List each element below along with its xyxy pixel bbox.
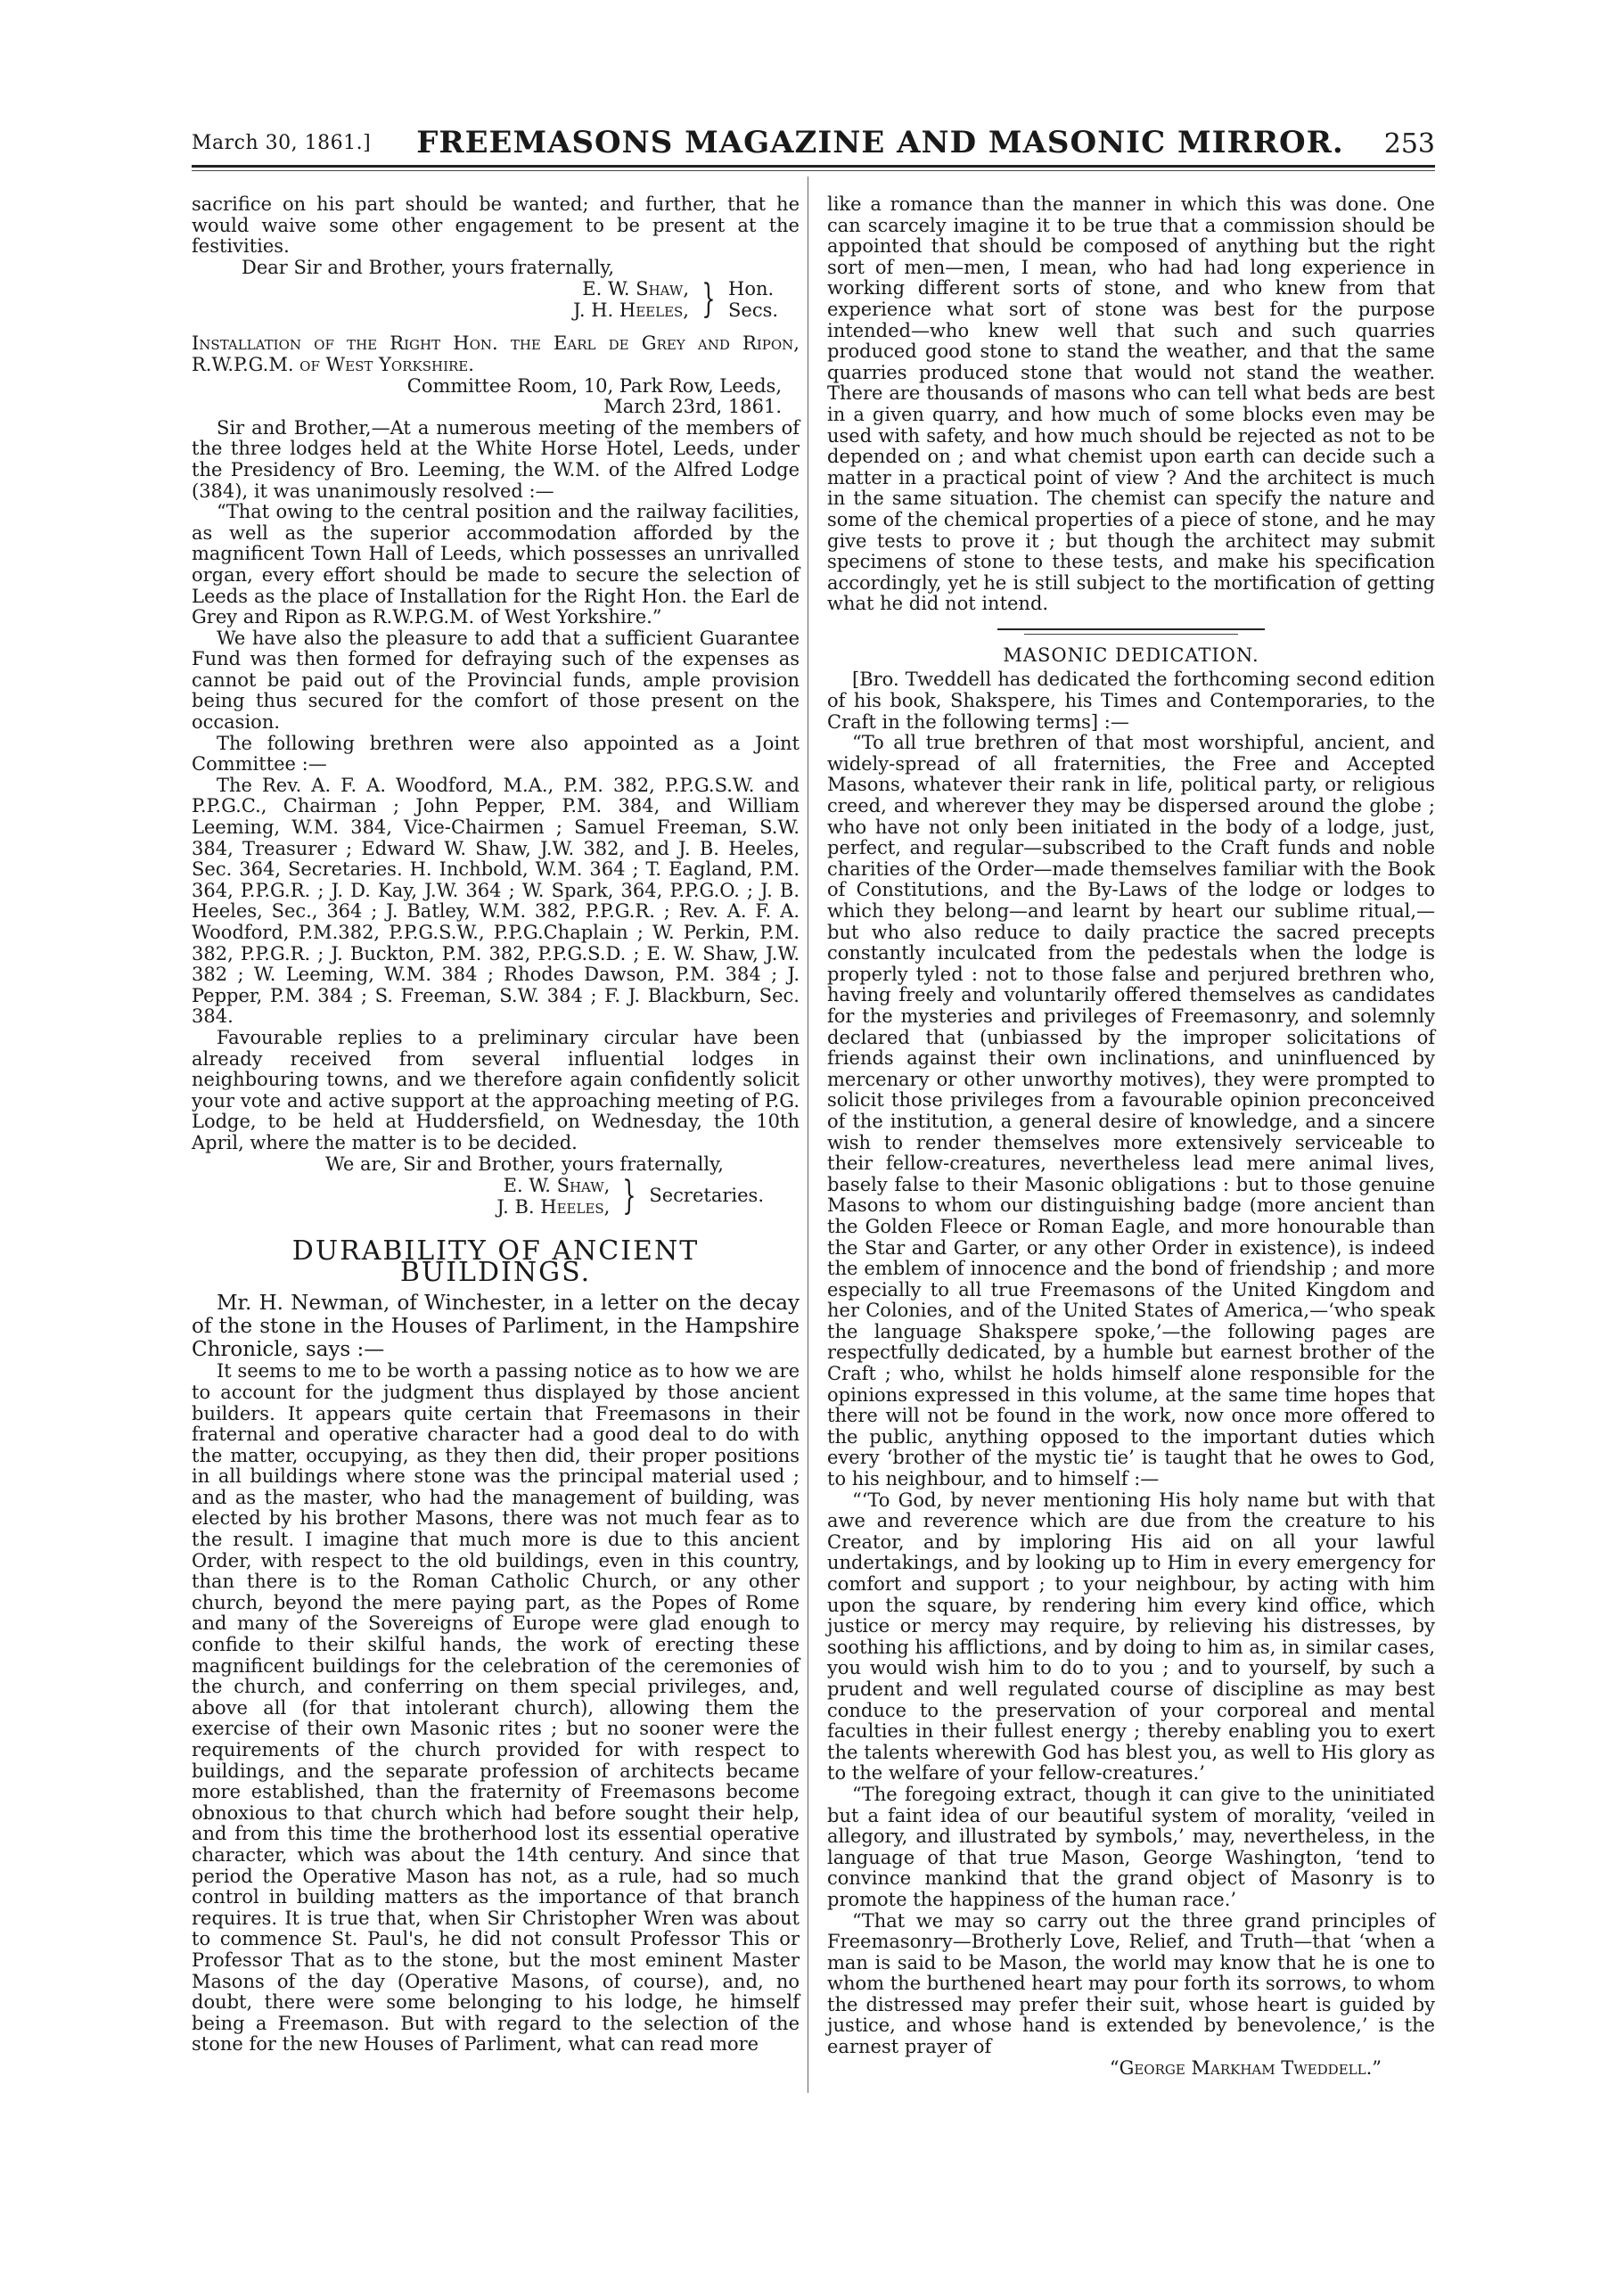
header-rule [192, 165, 1435, 168]
left-column [192, 194, 800, 2056]
signatory-role: Hon. [728, 278, 775, 300]
address-date: March 23rd, 1861. [603, 396, 782, 418]
section-divider [997, 626, 1265, 638]
paragraph: We have also the pleasure to add that a sufficient Guarantee Fund was then formed for defraying such of the expenses as cannot be paid out of the Provincial funds, ample provision being thus secured for the comfort of those present on the occasion. [192, 627, 800, 734]
continued-paragraph: sacrifice on his part should be wanted; and further, that he would waive some other engagement to be present at the festivities. [192, 193, 800, 258]
article-lead: Mr. H. Newman, of Winchester, in a letter on the decay of the stone in the Houses of Parliment, in the Hampshire Chronicle, says :— [192, 1292, 800, 1362]
signatory-role: Secs. [728, 300, 779, 322]
header-rule-thin [192, 170, 1435, 171]
brace-glyph: } [701, 276, 716, 323]
editorial-note: [Bro. Tweddell has dedicated the forthcoming second edition of his book, Shakspere, his Times and Contemporaries, to the Craft in the following terms] :— [827, 669, 1435, 733]
dedication-text: “That we may so carry out the three grand principles of Freemasonry—Brotherly Love, Relief, and Truth—that ‘when a man is said to be Mason, the world may know that he is one to whom the burthened heart may pour forth its sorrows, to whom the distressed may prefer their suit, whose heart is guided by justice, and whose hand is extended by benevolence,’ is the earnest prayer of [827, 1909, 1435, 2058]
address-line: Committee Room, 10, Park Row, Leeds, [406, 374, 782, 397]
dedication-text: “The foregoing extract, though it can give to the uninitiated but a faint idea of our beautiful system of morality, ‘veiled in allegory, and illustrated by symbols,’ may, nevertheless, in the language of that true Mason, George Washington, ‘tend to convince mankind that the grand object of Masonry is to promote the happiness of the human race.’ [827, 1783, 1435, 1910]
installation-notice [192, 333, 800, 417]
magazine-title: FREEMASONS MAGAZINE AND MASONIC MIRROR. [416, 125, 1344, 160]
letter-closing: Dear Sir and Brother, yours fraternally, [242, 256, 615, 278]
dedication-signature: “George Markham Tweddell.” [1109, 2056, 1382, 2079]
dedication-text: “‘To God, by never mentioning His holy name but with that awe and reverence which are due from the creature to his Creator, and by imploring His aid on all your lawful undertakings, and by looking up to Him in every emergency for comfort and support ; to your neighbour, by acting with him upon the square, by rendering him every kind office, which justice or mercy may require, by relieving his distresses, by soothing his afflictions, and by doing to him as, in similar cases, you would wish him to do to you ; and to yourself, by such a prudent and well regulated course of discipline as may best conduce to the preservation of your corporeal and mental faculties in their fullest energy ; thereby enabling you to exert the talents wherewith God has blest you, as well to His glory as to the welfare of your fellow-creatures.’ [827, 1489, 1435, 1785]
resolution-quote: “That owing to the central position and the railway facilities, as well as the superior accommodation afforded by the magnificent Town Hall of Leeds, which possesses an unrivalled organ, every effort should be made to secure the selection of Leeds as the place of Installation for the Right Hon. the Earl de Grey and Ripon as R.W.P.G.M. of West Yorkshire.” [192, 501, 800, 628]
continued-paragraph: like a romance than the manner in which this was done. One can scarcely imagine it to be true that a commission should be appointed that should be composed of anything but the right sort of men—men, I mean, who had had long experience in working different sorts of stone, and who knew from that experience what sort of stone was best for the purpose intended—who knew well that such and such quarries produced good stone to stand the weather, and that the same quarries produced stone that would not stand the weather. There are thousands of masons who can tell what beds are best in a given quarry, and how much of some blocks even may be used with safety, and how much should be rejected as not to be depended on ; and what chemist upon earth can decide such a matter in a practical point of view ? And the architect is much in the same situation. The chemist can specify the nature and some of the chemical properties of a piece of stone, and he may give tests to prove it ; but though the architect may submit specimens of stone to these tests, and make his specification accordingly, yet he is still subject to the mortification of getting what he did not intend. [827, 193, 1435, 615]
page-number: 253 [1383, 128, 1435, 160]
signatory-role: Secretaries. [649, 1185, 764, 1207]
article-heading: MASONIC DEDICATION. [1003, 644, 1259, 666]
article-body: It seems to me to be worth a passing notice as to how we are to account for the judgment thus displayed by those ancient builders. It appears quite certain that Freemasons in their fraternal and operative character had a good deal to do with the matter, occupying, as they then did, their proper positions in all buildings where stone was the principal material used ; and as the master, who had the management of building, was elected by his brother Masons, there was not much fear as to the result. I imagine that much more is due to this ancient Order, with respect to the old buildings, even in this country, than there is to the Roman Catholic Church, or any other church, beyond the mere paying part, as the Popes of Rome and many of the Sovereigns of Europe were glad enough to confide to their skilful hands, the work of erecting these magnificent buildings for the celebration of the ceremonies of the church, and conferring on them special privileges, and, above all (for that intolerant church), allowing them the exercise of their own Masonic rites ; but no sooner were the requirements of the church provided for with respect to buildings, and the separate profession of architects became more established, than the fraternity of Freemasons become obnoxious to that church which had before sought their help, and from this time the brotherhood lost its essential operative character, which was about the 14th century. And since that period the Operative Mason has not, as a rule, had so much control in building matters as the importance of that branch requires. It is true that, when Sir Christopher Wren was about to commence St. Paul's, he did not consult Professor This or Professor That as to the stone, but the most eminent Master Masons of the day (Operative Masons, of course), and, no doubt, there were some belonging to his lodge, he himself being a Freemason. But with regard to the selection of the stone for the new Houses of Parliment, what can read more [192, 1360, 800, 2056]
signatory-name: J. H. Heeles, [573, 300, 689, 322]
letter-closing: We are, Sir and Brother, yours fraternally, [325, 1153, 724, 1175]
paragraph: Favourable replies to a preliminary circular have been already received from several influential lodges in neighbouring towns, and we therefore again confidently solicit your vote and active support at the approaching meeting of P.G. Lodge, to be held at Huddersfield, on Wednesday, the 10th April, where the matter is to be decided. [192, 1026, 800, 1153]
committee-list: The Rev. A. F. A. Woodford, M.A., P.M. 382, P.P.G.S.W. and P.P.G.C., Chairman ; John Pepper, P.M. 384, and William Leeming, W.M. 384, Vice-Chairmen ; Samuel Freeman, S.W. 384, Treasurer ; Edward W. Shaw, J.W. 382, and J. B. Heeles, Sec. 364, Secretaries. H. Inchbold, W.M. 364 ; T. Eagland, P.M. 364, P.P.G.R. ; J. D. Kay, J.W. 364 ; W. Spark, 364, P.P.G.O. ; J. B. Heeles, Sec., 364 ; J. Batley, W.M. 382, P.P.G.R. ; Rev. A. F. A. Woodford, P.M.382, P.P.G.S.W., P.P.G.Chaplain ; W. Perkin, P.M. 382, P.P.G.R. ; J. Buckton, P.M. 382, P.P.G.S.D. ; E. W. Shaw, J.W. 382 ; W. Leeming, W.M. 384 ; Rhodes Dawson, P.M. 384 ; J. Pepper, P.M. 384 ; S. Freeman, S.W. 384 ; F. J. Blackburn, Sec. 384. [192, 774, 800, 1028]
signatory-name: J. B. Heeles, [496, 1196, 611, 1219]
article-heading: DURABILITY OF ANCIENT BUILDINGS. [291, 1235, 700, 1288]
paragraph: Sir and Brother,—At a numerous meeting of the members of the three lodges held at the White Horse Hotel, Leeds, under the Presidency of Bro. Leeming, the W.M. of the Alfred Lodge (384), it was unanimously resolved :— [192, 416, 800, 502]
installation-title: Installation of the Right Hon. the Earl de Grey and Ripon, R.W.P.G.M. of West Yorkshire. [192, 332, 800, 375]
signature-block-2 [192, 1175, 800, 1218]
header-date: March 30, 1861.] [192, 132, 372, 154]
signatory-name: E. W. Shaw, [582, 278, 689, 300]
masthead [192, 125, 1435, 160]
signature-block-1 [192, 278, 800, 321]
dedication-text: “To all true brethren of that most worshipful, ancient, and widely-spread of all fraternities, the Free and Accepted Masons, whatever their rank in life, political party, or religious creed, and wherever they may be dispersed around the globe ; who have not only been initiated in the body of a lodge, just, perfect, and regular—subscribed to the Craft funds and noble charities of the Order—made themselves familiar with the Book of Constitutions, and the By-Laws of the lodge or lodges to which they belong—and learnt by heart our sublime ritual,—but who also reduce to daily practice the sacred precepts constantly inculcated from the pedestals when the lodge is properly tyled : not to those false and perjured brethren who, having freely and voluntarily offered themselves as candidates for the mysteries and privileges of Freemasonry, and solemnly declared that (unbiassed by the improper solicitations of friends against their own inclinations, and uninfluenced by mercenary or other unworthy motives), they were prompted to solicit those privileges from a favourable opinion preconceived of the institution, a general desire of knowledge, and a sincere wish to render themselves more extensively serviceable to their fellow-creatures, nevertheless lead mere animal lives, basely false to their Masonic obligations : but to those genuine Masons to whom our distinguishing badge (more ancient than the Golden Fleece or Roman Eagle, and more honourable than the Star and Garter, or any other Order in existence), is indeed the emblem of innocence and the bond of friendship ; and more especially to all true Freemasons of the United Kingdom and her Colonies, and of the United States of America,—‘who speak the language Shakspere spoke,’—the following pages are respectfully dedicated, by a humble but earnest brother of the Craft ; who, whilst he holds himself alone responsible for the opinions expressed in this volume, at the same time hopes that there will not be found in the work, now once more offered to the public, anything opposed to the important duties which every ‘brother of the mystic tie’ is taught that he owes to God, to his neighbour, and to himself :— [827, 732, 1435, 1490]
brace-glyph: } [622, 1173, 637, 1219]
signatory-name: E. W. Shaw, [503, 1175, 611, 1197]
right-column [827, 194, 1435, 2079]
paragraph: The following brethren were also appointed as a Joint Committee :— [192, 732, 800, 775]
